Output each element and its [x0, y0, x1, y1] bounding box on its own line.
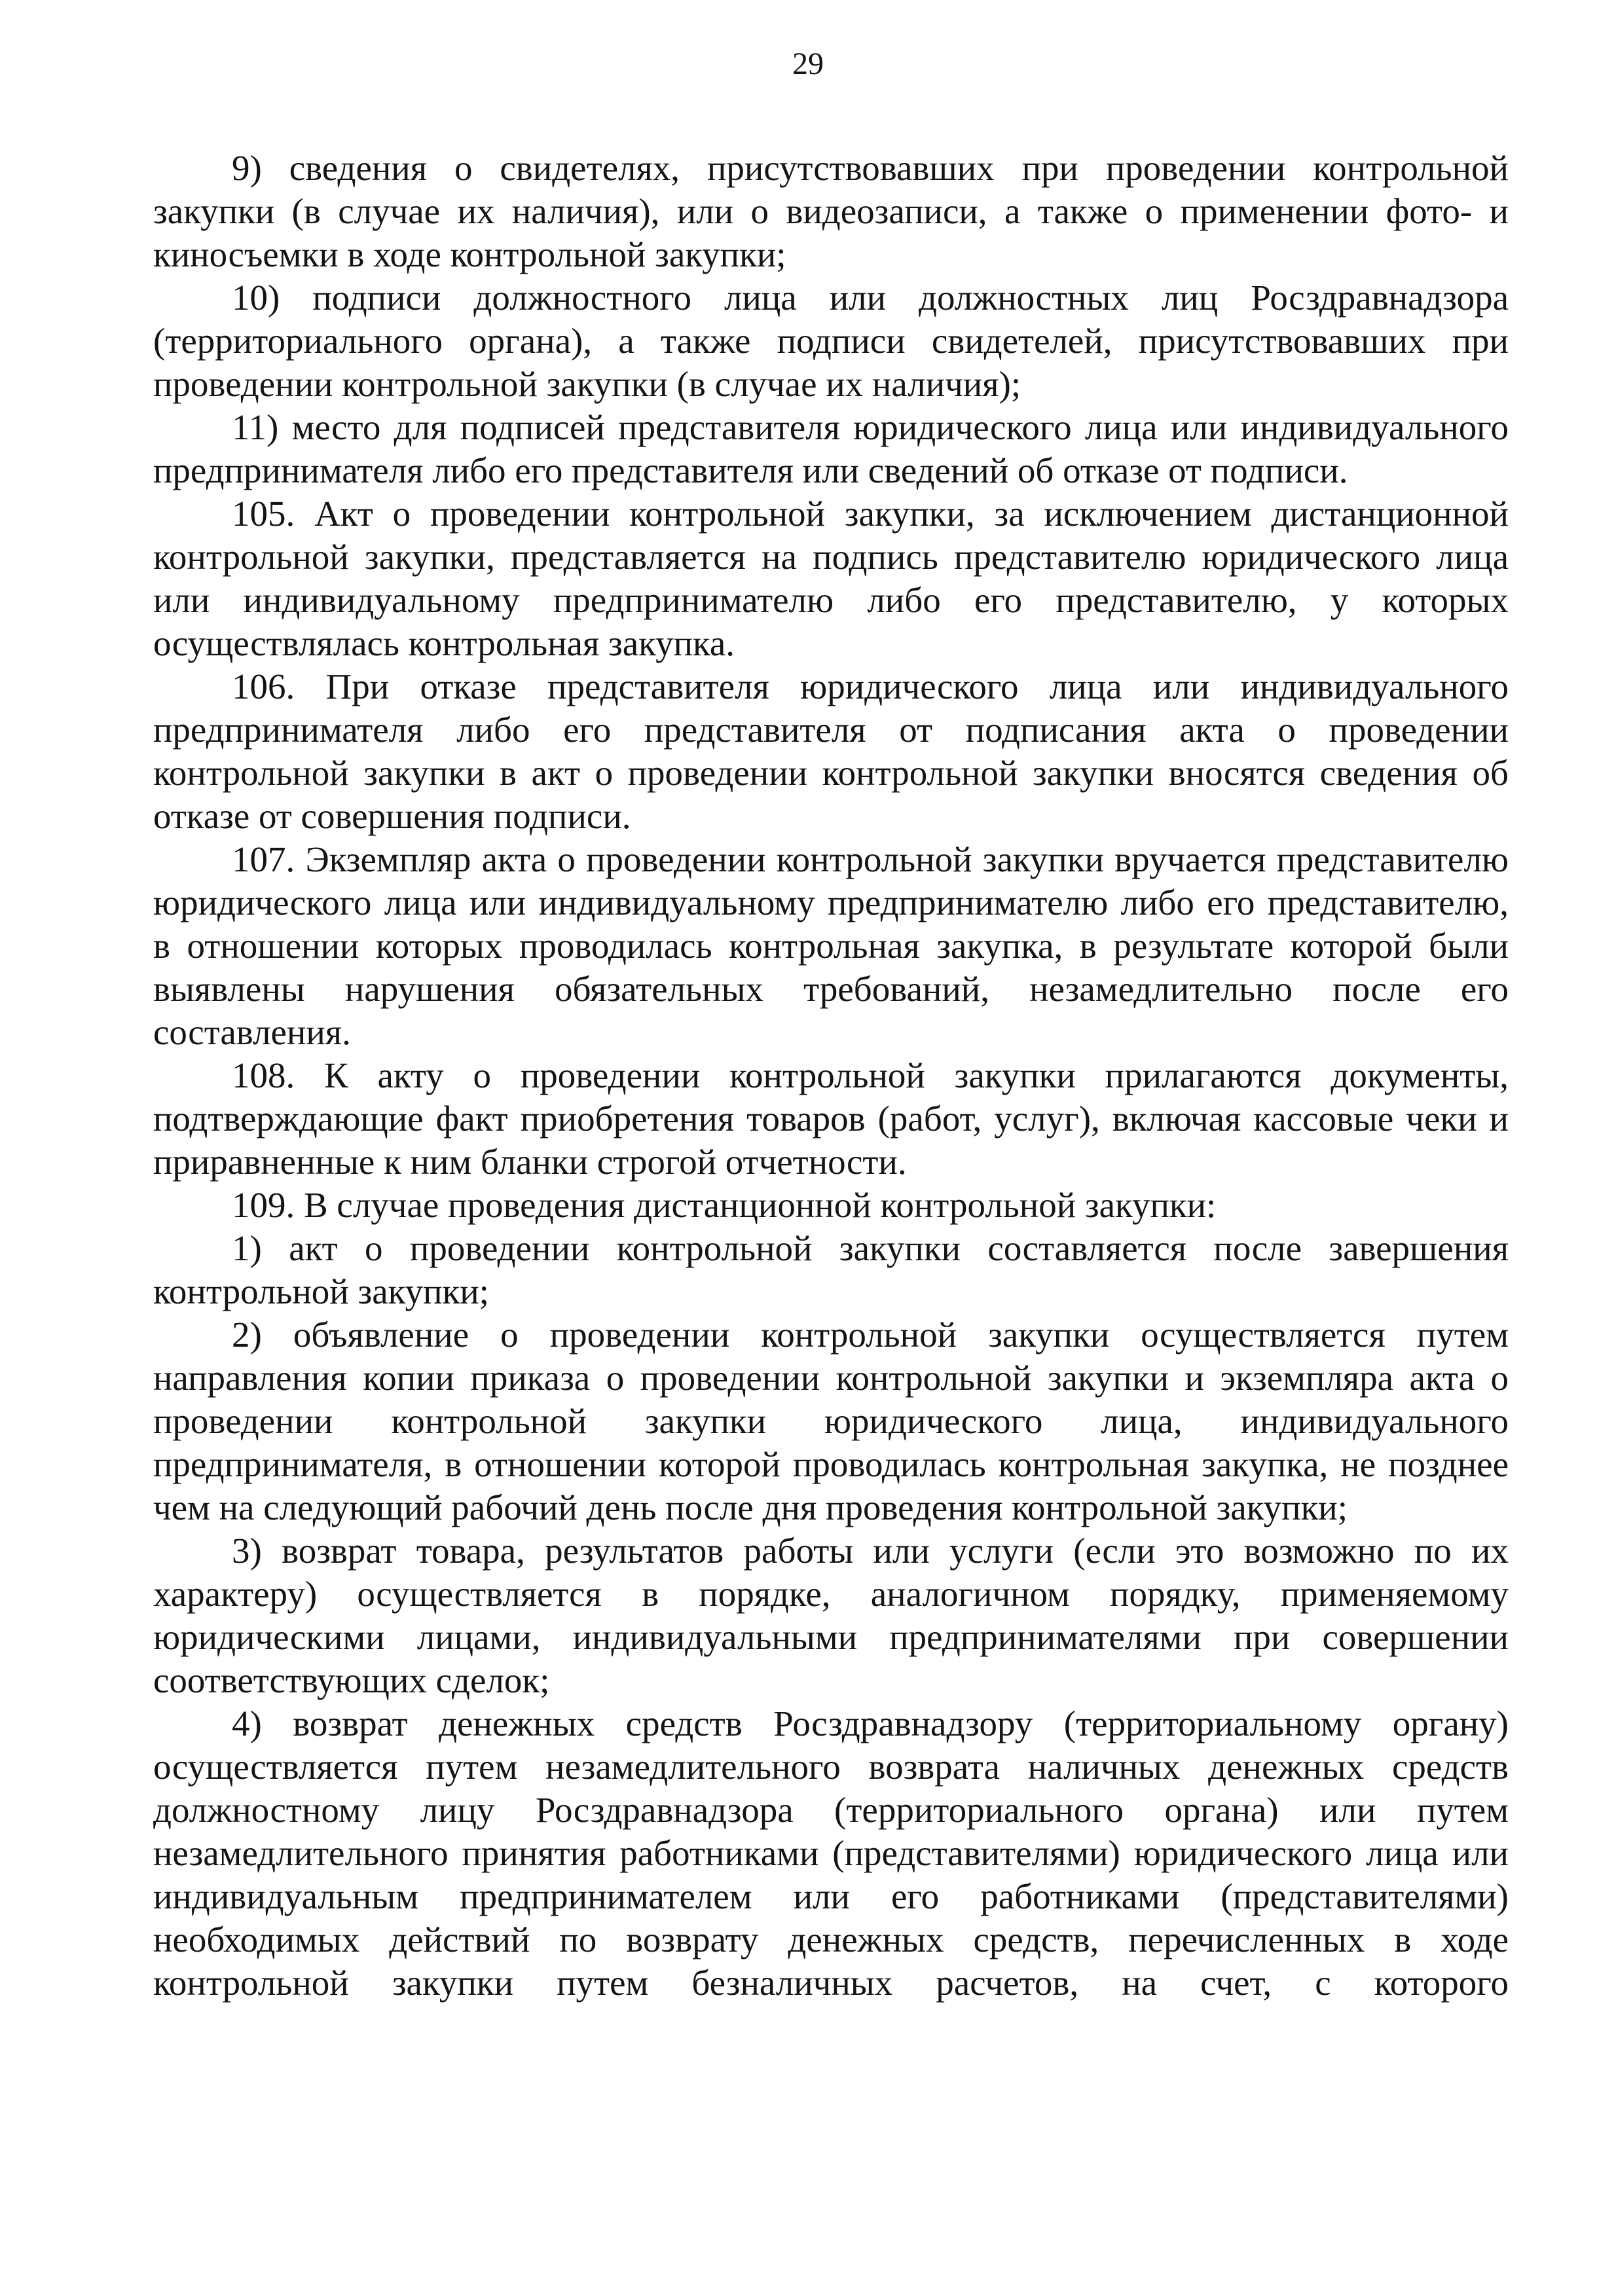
- page-number: 29: [792, 46, 824, 81]
- paragraph-105: 105. Акт о проведении контрольной закупки, за исключением дистанционной контрольной закупки, представляется на подпись представителю юридического лица или индивидуальному предпринимателю либо его представителю, у которых осуществлялась контрольная закупка.: [153, 494, 1509, 663]
- paragraph-item-11: 11) место для подписей представителя юридического лица или индивидуального предпринимателя либо его представителя или сведений об отказе от подписи.: [153, 407, 1509, 490]
- paragraph-109-item-4: 4) возврат денежных средств Росздравнадзору (территориальному органу) осуществляется путем незамедлительного возврата наличных денежных средств должностному лицу Росздравнадзора (территориального органа) или путем незамедлительного принятия работниками (представителями) юридического лица или индивидуальным предпринимателем или его работниками (представителями) необходимых действий по возврату денежных средств, перечисленных в ходе контрольной закупки путем безналичных расчетов, на счет, с которого: [153, 1704, 1509, 2003]
- paragraph-109-item-3: 3) возврат товара, результатов работы или услуги (если это возможно по их характеру) осуществляется в порядке, аналогичном порядку, применяемому юридическими лицами, индивидуальными предпринимателями при совершении соответствующих сделок;: [153, 1531, 1509, 1700]
- paragraph-108: 108. К акту о проведении контрольной закупки прилагаются документы, подтверждающие факт приобретения товаров (работ, услуг), включая кассовые чеки и приравненные к ним бланки строгой отчетности.: [153, 1055, 1509, 1182]
- paragraph-107: 107. Экземпляр акта о проведении контрольной закупки вручается представителю юридического лица или индивидуальному предпринимателю либо его представителю, в отношении которых проводилась контрольная закупка, в результате которой были выявлены нарушения обязательных требований, незамедлительно после его составления.: [153, 839, 1509, 1052]
- paragraph-item-9: 9) сведения о свидетелях, присутствовавших при проведении контрольной закупки (в случае их наличия), или о видеозаписи, а также о применении фото- и киносъемки в ходе контрольной закупки;: [153, 148, 1509, 274]
- paragraph-109: 109. В случае проведения дистанционной контрольной закупки:: [232, 1185, 1217, 1225]
- paragraph-109-item-2: 2) объявление о проведении контрольной закупки осуществляется путем направления копии приказа о проведении контрольной закупки и экземпляра акта о проведении контрольной закупки юридического лица, индивидуального предпринимателя, в отношении которой проводилась контрольная закупка, не позднее чем на следующий рабочий день после дня проведения контрольной закупки;: [153, 1315, 1509, 1527]
- paragraph-109-item-1: 1) акт о проведении контрольной закупки составляется после завершения контрольной закупки;: [153, 1228, 1509, 1311]
- document-body: [153, 147, 1509, 2005]
- paragraph-106: 106. При отказе представителя юридического лица или индивидуального предпринимателя либо его представителя от подписания акта о проведении контрольной закупки в акт о проведении контрольной закупки вносятся сведения об отказе от совершения подписи.: [153, 666, 1509, 836]
- paragraph-item-10: 10) подписи должностного лица или должностных лиц Росздравнадзора (территориального органа), а также подписи свидетелей, присутствовавших при проведении контрольной закупки (в случае их наличия);: [153, 278, 1509, 404]
